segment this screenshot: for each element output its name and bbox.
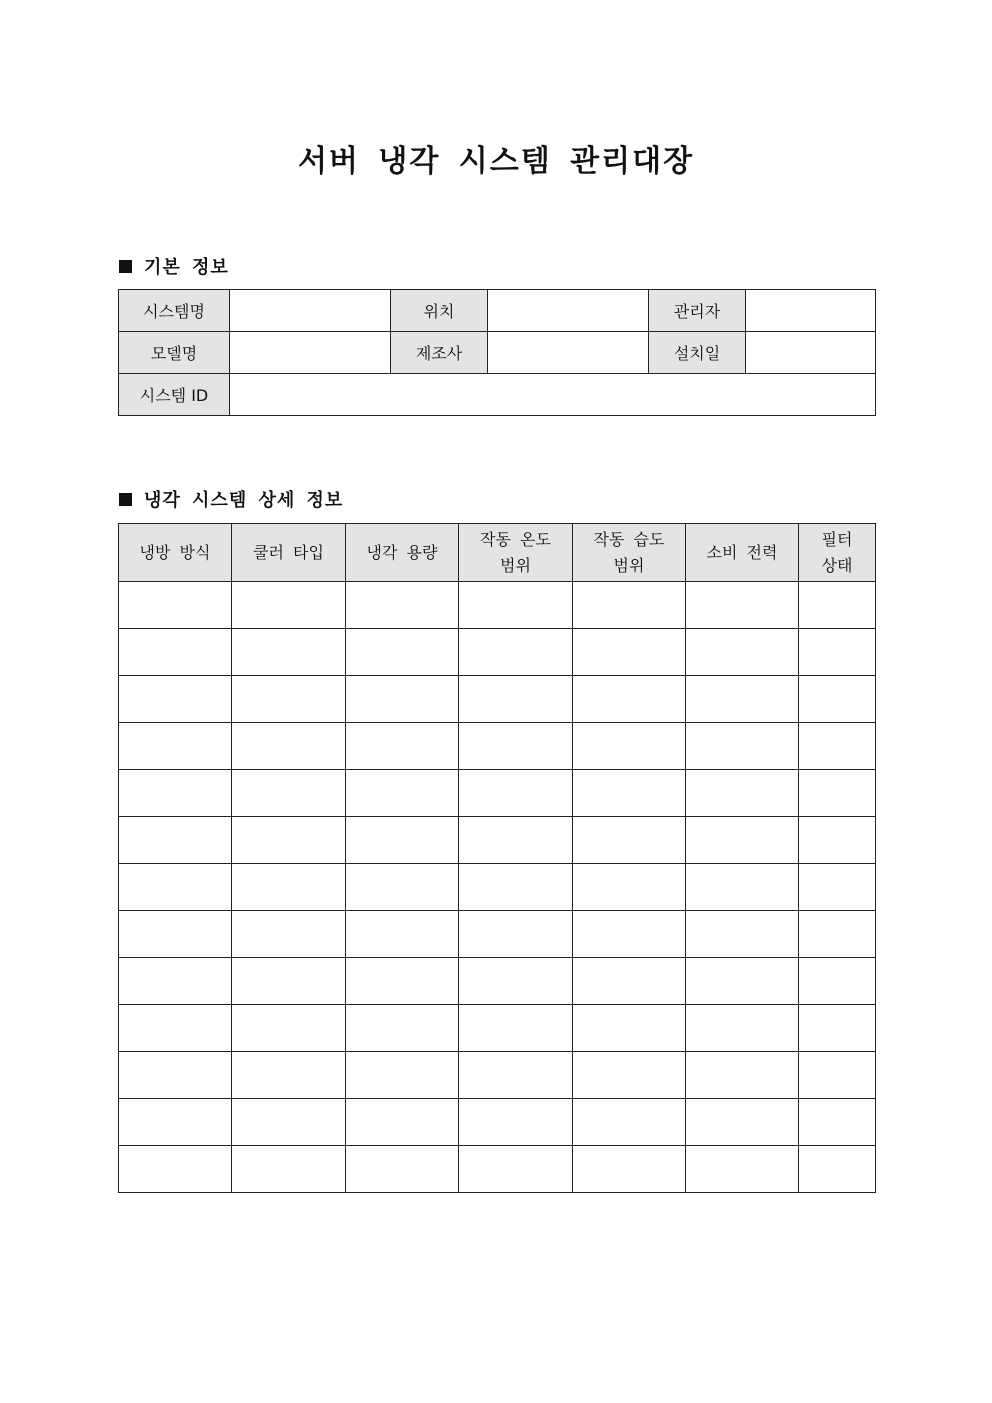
cooling-capacity-cell[interactable] xyxy=(346,676,459,723)
power-consumption-cell[interactable] xyxy=(686,817,799,864)
cooling-capacity-cell[interactable] xyxy=(346,629,459,676)
manufacturer-field[interactable] xyxy=(488,332,649,374)
cooling-capacity-cell[interactable] xyxy=(346,1005,459,1052)
table-row xyxy=(119,582,876,629)
column-header-cooling-capacity: 냉각 용량 xyxy=(346,524,459,582)
cooling-capacity-cell[interactable] xyxy=(346,1052,459,1099)
basic-info-row xyxy=(119,290,876,332)
cooler-type-cell[interactable] xyxy=(232,1052,346,1099)
filter-status-cell[interactable] xyxy=(799,770,876,817)
operating-humidity-range-cell[interactable] xyxy=(573,582,686,629)
cooler-type-cell[interactable] xyxy=(232,723,346,770)
operating-temperature-range-cell[interactable] xyxy=(459,629,573,676)
table-row xyxy=(119,629,876,676)
table-row xyxy=(119,958,876,1005)
column-header-cooling-method: 냉방 방식 xyxy=(119,524,232,582)
table-row xyxy=(119,1052,876,1099)
power-consumption-cell[interactable] xyxy=(686,582,799,629)
operating-temperature-range-cell[interactable] xyxy=(459,1146,573,1193)
table-row xyxy=(119,911,876,958)
operating-temperature-range-cell[interactable] xyxy=(459,770,573,817)
filter-status-cell[interactable] xyxy=(799,864,876,911)
filter-status-cell[interactable] xyxy=(799,911,876,958)
power-consumption-cell[interactable] xyxy=(686,1146,799,1193)
manufacturer-label: 제조사 xyxy=(391,332,488,374)
operating-temperature-range-cell[interactable] xyxy=(459,1052,573,1099)
basic-info-heading xyxy=(119,253,229,279)
system-id-field[interactable] xyxy=(230,374,876,416)
cooler-type-cell[interactable] xyxy=(232,676,346,723)
cooling-capacity-cell[interactable] xyxy=(346,864,459,911)
cooler-type-cell[interactable] xyxy=(232,958,346,1005)
cooling-method-cell[interactable] xyxy=(119,582,232,629)
cooling-capacity-cell[interactable] xyxy=(346,723,459,770)
table-header-row xyxy=(119,524,876,582)
basic-info-row xyxy=(119,374,876,416)
cooler-type-cell[interactable] xyxy=(232,817,346,864)
cooler-type-cell[interactable] xyxy=(232,911,346,958)
cooler-type-cell[interactable] xyxy=(232,864,346,911)
column-header-power-consumption: 소비 전력 xyxy=(686,524,799,582)
operating-temperature-range-cell[interactable] xyxy=(459,582,573,629)
power-consumption-cell[interactable] xyxy=(686,676,799,723)
model-name-label: 모델명 xyxy=(119,332,230,374)
filter-status-cell[interactable] xyxy=(799,817,876,864)
table-row xyxy=(119,723,876,770)
table-row xyxy=(119,1005,876,1052)
table-row xyxy=(119,1146,876,1193)
power-consumption-cell[interactable] xyxy=(686,1099,799,1146)
filter-status-cell[interactable] xyxy=(799,723,876,770)
basic-info-heading-label: 기본 정보 xyxy=(144,257,229,278)
operating-humidity-range-cell[interactable] xyxy=(573,1052,686,1099)
filter-status-cell[interactable] xyxy=(799,676,876,723)
filter-status-cell[interactable] xyxy=(799,1099,876,1146)
operating-temperature-range-cell[interactable] xyxy=(459,911,573,958)
install-date-label: 설치일 xyxy=(649,332,746,374)
power-consumption-cell[interactable] xyxy=(686,864,799,911)
operating-temperature-range-cell[interactable] xyxy=(459,864,573,911)
column-header-cooler-type: 쿨러 타입 xyxy=(232,524,346,582)
page-title: 서버 냉각 시스템 관리대장 xyxy=(297,144,695,179)
model-name-field[interactable] xyxy=(230,332,391,374)
cooling-capacity-cell[interactable] xyxy=(346,770,459,817)
operating-humidity-range-cell[interactable] xyxy=(573,1005,686,1052)
operating-humidity-range-cell[interactable] xyxy=(573,723,686,770)
cooling-capacity-cell[interactable] xyxy=(346,958,459,1005)
cooling-method-cell[interactable] xyxy=(119,1005,232,1052)
cooling-capacity-cell[interactable] xyxy=(346,1146,459,1193)
operating-humidity-range-cell[interactable] xyxy=(573,958,686,1005)
filter-status-cell[interactable] xyxy=(799,1005,876,1052)
operating-humidity-range-cell[interactable] xyxy=(573,1146,686,1193)
cooling-capacity-cell[interactable] xyxy=(346,582,459,629)
basic-info-row xyxy=(119,332,876,374)
power-consumption-cell[interactable] xyxy=(686,958,799,1005)
operating-humidity-range-cell[interactable] xyxy=(573,817,686,864)
power-consumption-cell[interactable] xyxy=(686,629,799,676)
table-row xyxy=(119,770,876,817)
detail-info-heading-label: 냉각 시스템 상세 정보 xyxy=(144,490,344,511)
power-consumption-cell[interactable] xyxy=(686,1005,799,1052)
operating-humidity-range-cell[interactable] xyxy=(573,1099,686,1146)
operating-temperature-range-cell[interactable] xyxy=(459,817,573,864)
operating-temperature-range-cell[interactable] xyxy=(459,1099,573,1146)
table-row xyxy=(119,817,876,864)
power-consumption-cell[interactable] xyxy=(686,770,799,817)
cooling-capacity-cell[interactable] xyxy=(346,817,459,864)
cooler-type-cell[interactable] xyxy=(232,1099,346,1146)
operating-temperature-range-cell[interactable] xyxy=(459,1005,573,1052)
operating-humidity-range-cell[interactable] xyxy=(573,864,686,911)
power-consumption-cell[interactable] xyxy=(686,1052,799,1099)
square-bullet-icon xyxy=(119,493,132,506)
cooler-type-cell[interactable] xyxy=(232,770,346,817)
power-consumption-cell[interactable] xyxy=(686,911,799,958)
manager-field[interactable] xyxy=(746,290,876,332)
system-id-label: 시스템 ID xyxy=(119,374,230,416)
install-date-field[interactable] xyxy=(746,332,876,374)
cooling-capacity-cell[interactable] xyxy=(346,911,459,958)
cooling-method-cell[interactable] xyxy=(119,723,232,770)
column-header-operating-temperature-range: 작동 온도 범위 xyxy=(459,524,573,582)
table-row xyxy=(119,676,876,723)
cooler-type-cell[interactable] xyxy=(232,1146,346,1193)
column-header-filter-status: 필터 상태 xyxy=(799,524,876,582)
system-name-label: 시스템명 xyxy=(119,290,230,332)
cooling-method-cell[interactable] xyxy=(119,864,232,911)
cooling-method-cell[interactable] xyxy=(119,1052,232,1099)
operating-humidity-range-cell[interactable] xyxy=(573,911,686,958)
cooling-detail-table xyxy=(118,523,876,1193)
system-name-field[interactable] xyxy=(230,290,391,332)
cooler-type-cell[interactable] xyxy=(232,629,346,676)
location-field[interactable] xyxy=(488,290,649,332)
column-header-operating-humidity-range: 작동 습도 범위 xyxy=(573,524,686,582)
cooling-capacity-cell[interactable] xyxy=(346,1099,459,1146)
operating-temperature-range-cell[interactable] xyxy=(459,958,573,1005)
cooling-method-cell[interactable] xyxy=(119,911,232,958)
table-body xyxy=(119,582,876,1193)
cooler-type-cell[interactable] xyxy=(232,582,346,629)
power-consumption-cell[interactable] xyxy=(686,723,799,770)
cooling-method-cell[interactable] xyxy=(119,676,232,723)
cooling-method-cell[interactable] xyxy=(119,1146,232,1193)
cooling-method-cell[interactable] xyxy=(119,1099,232,1146)
filter-status-cell[interactable] xyxy=(799,629,876,676)
cooling-method-cell[interactable] xyxy=(119,817,232,864)
cooling-method-cell[interactable] xyxy=(119,958,232,1005)
cooling-method-cell[interactable] xyxy=(119,770,232,817)
operating-humidity-range-cell[interactable] xyxy=(573,629,686,676)
cooler-type-cell[interactable] xyxy=(232,1005,346,1052)
table-row xyxy=(119,1099,876,1146)
operating-humidity-range-cell[interactable] xyxy=(573,676,686,723)
cooling-method-cell[interactable] xyxy=(119,629,232,676)
filter-status-cell[interactable] xyxy=(799,958,876,1005)
detail-info-heading xyxy=(119,486,343,512)
manager-label: 관리자 xyxy=(649,290,746,332)
operating-temperature-range-cell[interactable] xyxy=(459,676,573,723)
filter-status-cell[interactable] xyxy=(799,582,876,629)
square-bullet-icon xyxy=(119,260,132,273)
operating-temperature-range-cell[interactable] xyxy=(459,723,573,770)
basic-info-table xyxy=(118,289,876,416)
table-row xyxy=(119,864,876,911)
filter-status-cell[interactable] xyxy=(799,1052,876,1099)
filter-status-cell[interactable] xyxy=(799,1146,876,1193)
operating-humidity-range-cell[interactable] xyxy=(573,770,686,817)
location-label: 위치 xyxy=(391,290,488,332)
